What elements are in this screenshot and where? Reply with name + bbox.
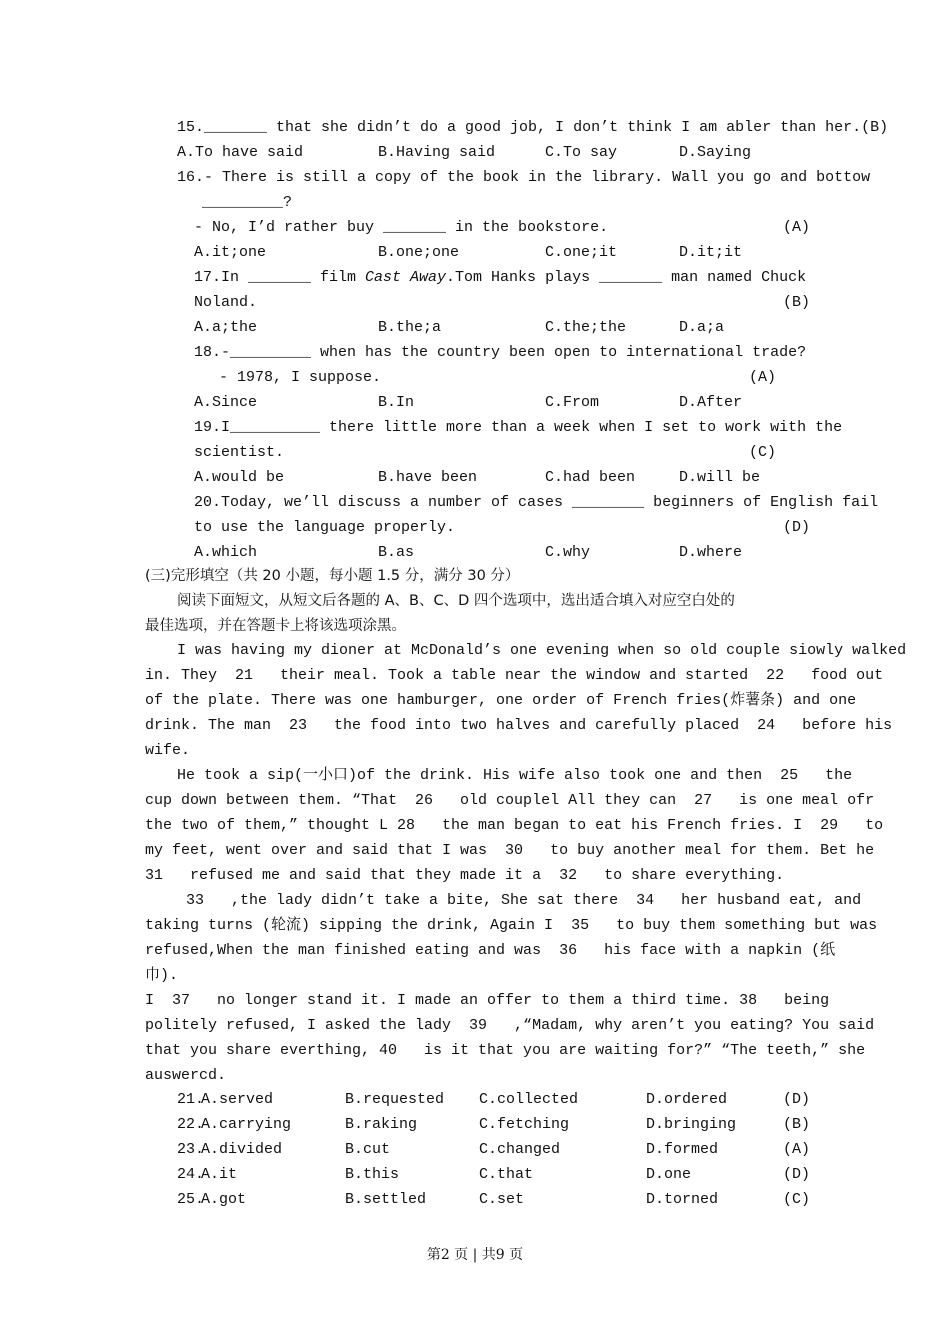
q16-option-b: B.one;one [378, 244, 460, 261]
cloze-24-answer: (D) [783, 1166, 811, 1183]
passage-line: in. They 21 their meal. Took a table near the window and started 22 food out [145, 667, 884, 684]
cloze-21-a: A.served [201, 1091, 274, 1108]
q16-answer: (A) [783, 219, 811, 236]
cloze-23-a: A.divided [201, 1141, 283, 1158]
q19-answer: (C) [749, 444, 777, 461]
q18-option-a: A.Since [194, 394, 258, 411]
section-instruction-line2: 最佳选项，并在答题卡上将该选项涂黑。 [145, 618, 406, 634]
q16-option-a: A.it;one [194, 244, 267, 261]
cloze-25-answer: (C) [783, 1191, 811, 1208]
passage-line: I 37 no longer stand it. I made an offer to them a third time. 38 being [145, 992, 830, 1009]
section-instruction-line1: 阅读下面短文，从短文后各题的 A、B、C、D 四个选项中，选出适合填入对应空白处的 [177, 593, 735, 609]
cloze-23-c: C.changed [479, 1141, 561, 1158]
q19-stem-line2: scientist. [194, 444, 285, 461]
q17-option-d: D.a;a [679, 319, 725, 336]
cloze-22-answer: (B) [783, 1116, 811, 1133]
q17-option-b: B.the;a [378, 319, 442, 336]
cloze-24-d: D.one [646, 1166, 692, 1183]
q16-stem-line1: 16.- There is still a copy of the book in the library. Wall you go and bottow [177, 169, 871, 186]
passage-line: 31 refused me and said that they made it a 32 to share everything. [145, 867, 785, 884]
cloze-21-answer: (D) [783, 1091, 811, 1108]
q16-option-d: D.it;it [679, 244, 743, 261]
passage-line: He took a sip(一小口)of the drink. His wife also took one and then 25 the [177, 767, 853, 784]
q17-stem-b: .Tom Hanks plays _______ man named Chuck [446, 269, 807, 286]
q17-stem-line2: Noland. [194, 294, 258, 311]
passage-line: cup down between them. “That 26 old couplel All they can 27 is one meal ofr [145, 792, 875, 809]
passage-line: politely refused, I asked the lady 39 ,“Madam, why aren’t you eating? You said [145, 1017, 875, 1034]
q18-option-c: C.From [545, 394, 600, 411]
passage-line: auswercd. [145, 1067, 227, 1084]
passage-line: 33 ,the lady didn’t take a bite, She sat there 34 her husband eat, and [177, 892, 862, 909]
q17-answer: (B) [783, 294, 811, 311]
q18-stem-line1: 18.-_________ when has the country been open to international trade? [194, 344, 807, 361]
cloze-21-c: C.collected [479, 1091, 579, 1108]
cloze-25-a: A.got [201, 1191, 247, 1208]
q18-stem-line2: - 1978, I suppose. [219, 369, 382, 386]
q20-option-a: A.which [194, 544, 258, 561]
passage-line: taking turns (轮流) sipping the drink, Again I 35 to buy them something but was [145, 917, 878, 934]
cloze-22-a: A.carrying [201, 1116, 292, 1133]
q15-option-b: B.Having said [378, 144, 496, 161]
q16-option-c: C.one;it [545, 244, 618, 261]
cloze-21-num: 21. [177, 1091, 205, 1108]
cloze-25-b: B.settled [345, 1191, 427, 1208]
cloze-25-d: D.torned [646, 1191, 719, 1208]
cloze-23-b: B.cut [345, 1141, 391, 1158]
q20-option-d: D.where [679, 544, 743, 561]
passage-line: 巾). [145, 967, 179, 984]
q20-stem-line2: to use the language properly. [194, 519, 456, 536]
cloze-25-c: C.set [479, 1191, 525, 1208]
q17-option-c: C.the;the [545, 319, 627, 336]
q20-option-c: C.why [545, 544, 591, 561]
q16-stem-line3: - No, I’d rather buy _______ in the bookstore. [194, 219, 609, 236]
cloze-23-d: D.formed [646, 1141, 719, 1158]
q18-option-d: D.After [679, 394, 743, 411]
section-heading: (三)完形填空（共 20 小题，每小题 1.5 分，满分 30 分） [145, 568, 520, 584]
passage-line: my feet, went over and said that I was 30 to buy another meal for them. Bet he [145, 842, 875, 859]
q20-stem-line1: 20.Today, we’ll discuss a number of cases ________ beginners of English fail [194, 494, 879, 511]
cloze-22-c: C.fetching [479, 1116, 570, 1133]
q15-stem: 15._______ that she didn’t do a good job, I don’t think I am abler than her.(B) [177, 119, 889, 136]
q17-film-title: Cast Away [365, 269, 447, 286]
q20-option-b: B.as [378, 544, 415, 561]
passage-line: the two of them,” thought L 28 the man began to eat his French fries. I 29 to [145, 817, 884, 834]
passage-line: that you share everthing, 40 is it that you are waiting for?” “The teeth,” she [145, 1042, 866, 1059]
cloze-24-b: B.this [345, 1166, 400, 1183]
cloze-22-d: D.bringing [646, 1116, 737, 1133]
q15-option-c: C.To say [545, 144, 618, 161]
cloze-22-b: B.raking [345, 1116, 418, 1133]
q19-option-d: D.will be [679, 469, 761, 486]
q19-option-c: C.had been [545, 469, 636, 486]
passage-line: wife. [145, 742, 191, 759]
q19-stem-line1: 19.I__________ there little more than a week when I set to work with the [194, 419, 843, 436]
q18-option-b: B.In [378, 394, 415, 411]
cloze-25-num: 25. [177, 1191, 205, 1208]
q20-answer: (D) [783, 519, 811, 536]
passage-line: I was having my dioner at McDonald’s one evening when so old couple siowly walked [177, 642, 907, 659]
passage-line: drink. The man 23 the food into two halves and carefully placed 24 before his [145, 717, 893, 734]
cloze-23-num: 23. [177, 1141, 205, 1158]
q16-stem-line2: _________? [202, 194, 293, 211]
q17-stem-a: 17.In _______ film [194, 269, 366, 286]
cloze-21-d: D.ordered [646, 1091, 728, 1108]
cloze-24-num: 24. [177, 1166, 205, 1183]
q18-answer: (A) [749, 369, 777, 386]
passage-line: of the plate. There was one hamburger, one order of French fries(炸薯条) and one [145, 692, 857, 709]
q15-option-d: D.Saying [679, 144, 752, 161]
q15-option-a: A.To have said [177, 144, 304, 161]
cloze-24-c: C.that [479, 1166, 534, 1183]
passage-line: refused,When the man finished eating and was 36 his face with a napkin (纸 [145, 942, 836, 959]
q19-option-a: A.would be [194, 469, 285, 486]
page-footer: 第2 页 | 共9 页 [426, 1247, 524, 1263]
cloze-24-a: A.it [201, 1166, 238, 1183]
cloze-23-answer: (A) [783, 1141, 811, 1158]
cloze-22-num: 22. [177, 1116, 205, 1133]
q19-option-b: B.have been [378, 469, 478, 486]
q17-stem-line1 [194, 268, 806, 288]
q17-option-a: A.a;the [194, 319, 258, 336]
cloze-21-b: B.requested [345, 1091, 445, 1108]
